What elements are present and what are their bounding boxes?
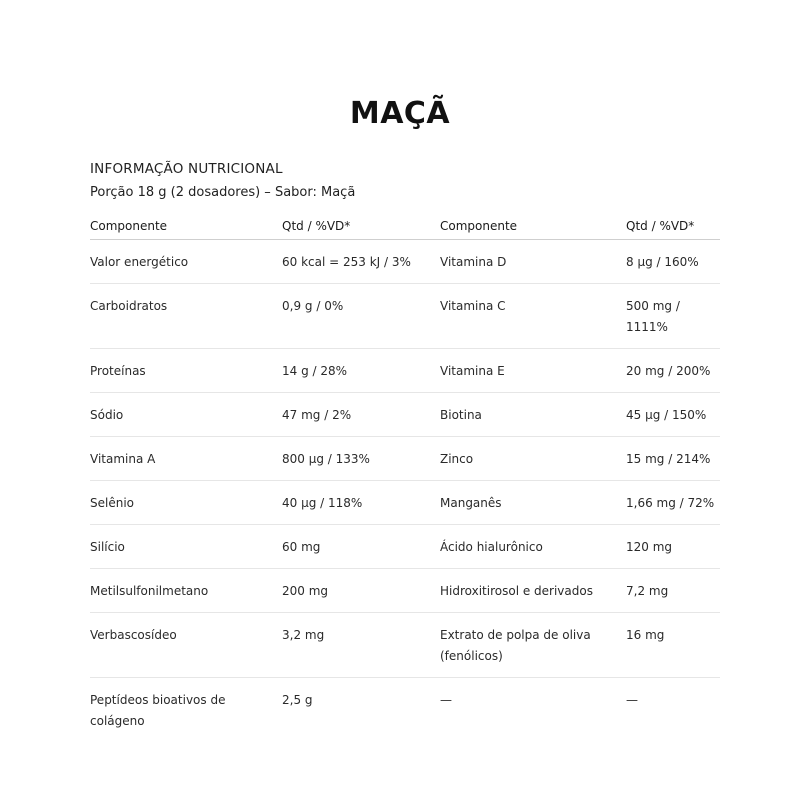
portion-info: Porção 18 g (2 dosadores) – Sabor: Maçã [90, 185, 356, 200]
column-header-quantity: Qtd / %VD* [282, 212, 440, 240]
table-cell: 60 mg [282, 525, 440, 569]
table-cell: 800 μg / 133% [282, 437, 440, 481]
table-row [90, 569, 720, 613]
table-cell: 60 kcal = 253 kJ / 3% [282, 240, 440, 284]
table-row [90, 240, 720, 284]
table-cell: Silício [90, 525, 282, 569]
table-cell: 40 μg / 118% [282, 481, 440, 525]
table-cell: Vitamina A [90, 437, 282, 481]
table-cell: 45 μg / 150% [626, 393, 720, 437]
table-cell: 500 mg / 1111% [626, 284, 720, 349]
table-cell: Extrato de polpa de oliva (fenólicos) [440, 613, 626, 678]
table-cell: Ácido hialurônico [440, 525, 626, 569]
column-header-quantity: Qtd / %VD* [626, 212, 720, 240]
section-heading: INFORMAÇÃO NUTRICIONAL [90, 161, 283, 177]
table-cell: Carboidratos [90, 284, 282, 349]
table-cell: 47 mg / 2% [282, 393, 440, 437]
table-cell: Metilsulfonilmetano [90, 569, 282, 613]
table-cell: 7,2 mg [626, 569, 720, 613]
table-cell: — [626, 693, 638, 707]
table-cell: Zinco [440, 437, 626, 481]
table-row [90, 525, 720, 569]
table-cell: 3,2 mg [282, 613, 440, 678]
table-cell: 1,66 mg / 72% [626, 481, 720, 525]
table-cell: 14 g / 28% [282, 349, 440, 393]
table-cell: Selênio [90, 481, 282, 525]
table-cell: Peptídeos bioativos de colágeno [90, 693, 226, 728]
table-cell: 200 mg [282, 569, 440, 613]
table-cell: 15 mg / 214% [626, 437, 720, 481]
column-header-component: Componente [440, 212, 626, 240]
table-header-row [90, 212, 720, 240]
table-cell: 16 mg [626, 613, 720, 678]
table-cell: Verbascosídeo [90, 613, 282, 678]
table-cell: Sódio [90, 393, 282, 437]
table-cell: Valor energético [90, 240, 282, 284]
table-cell: Proteínas [90, 349, 282, 393]
table-row [90, 284, 720, 349]
table-row [90, 349, 720, 393]
table-row [90, 678, 720, 743]
table-cell: — [440, 693, 452, 707]
nutrition-table [90, 212, 720, 742]
table-cell: Hidroxitirosol e derivados [440, 569, 626, 613]
table-cell: 0,9 g / 0% [282, 284, 440, 349]
table-cell: Vitamina E [440, 349, 626, 393]
table-cell: 8 μg / 160% [626, 240, 720, 284]
column-header-component: Componente [90, 212, 282, 240]
table-row [90, 613, 720, 678]
table-cell: 120 mg [626, 525, 720, 569]
page-title: MAÇÃ [349, 96, 451, 131]
table-cell: 2,5 g [282, 693, 313, 707]
table-cell: Manganês [440, 481, 626, 525]
table-cell: Vitamina C [440, 284, 626, 349]
table-cell: 20 mg / 200% [626, 349, 720, 393]
table-row [90, 393, 720, 437]
table-cell: Biotina [440, 393, 626, 437]
table-row [90, 437, 720, 481]
table-cell: Vitamina D [440, 240, 626, 284]
table-row [90, 481, 720, 525]
